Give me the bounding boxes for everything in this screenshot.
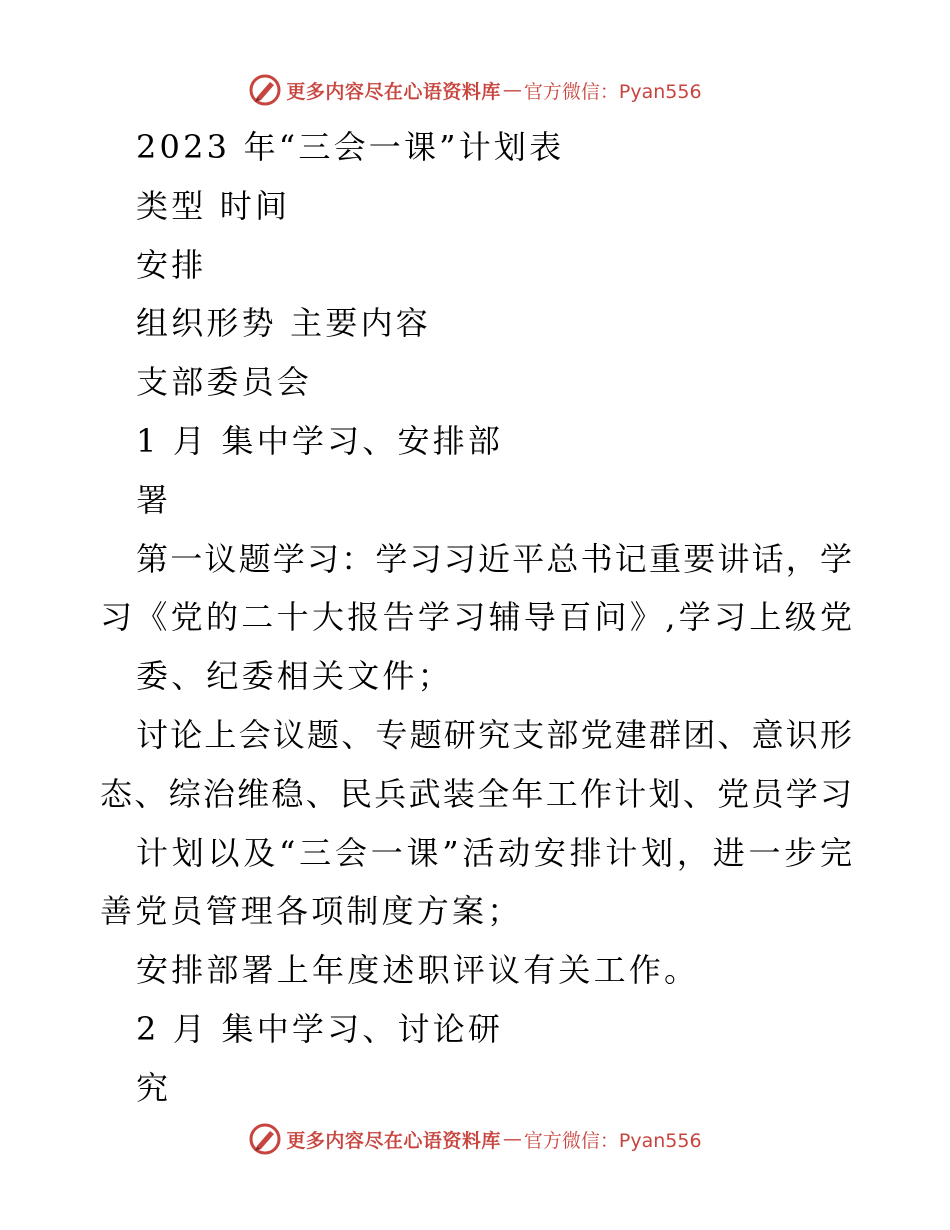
watermark-header <box>0 70 950 110</box>
doc-line: 署 <box>136 480 172 519</box>
doc-line: 1 月 集中学习、安排部 <box>136 421 504 460</box>
doc-paragraph-line: 习《党的二十大报告学习辅导百问》,学习上级党 <box>100 598 852 637</box>
doc-paragraph-line: 安排部署上年度述职评议有关工作。 <box>136 951 700 990</box>
doc-paragraph-line: 第一议题学习：学习习近平总书记重要讲话，学 <box>136 539 852 578</box>
doc-line: 究 <box>136 1068 172 1107</box>
doc-paragraph-line: 善党员管理各项制度方案； <box>100 892 523 931</box>
watermark-wechat: 官方微信：Pyan556 <box>523 80 702 103</box>
pen-logo-icon <box>248 1122 282 1156</box>
doc-title: 2023 年“三会一课”计划表 <box>136 128 565 166</box>
doc-paragraph-line: 讨论上会议题、专题研究支部党建群团、意识形 <box>136 715 852 754</box>
doc-line: 2 月 集中学习、讨论研 <box>136 1009 504 1048</box>
watermark-title: 更多内容尽在心语资料库 <box>286 1129 501 1152</box>
pen-logo-icon <box>248 73 282 107</box>
doc-paragraph-line: 计划以及“三会一课”活动安排计划，进一步完 <box>136 833 852 872</box>
watermark-title: 更多内容尽在心语资料库 <box>286 80 501 103</box>
document-body <box>100 118 852 1118</box>
doc-line: 类型 时间 <box>136 186 291 225</box>
doc-line: 组织形势 主要内容 <box>136 304 431 343</box>
watermark-wechat: 官方微信：Pyan556 <box>523 1129 702 1152</box>
watermark-dash: — <box>502 79 522 101</box>
doc-line: 支部委员会 <box>136 363 313 402</box>
doc-paragraph-line: 委、纪委相关文件； <box>136 657 453 696</box>
watermark-dash: — <box>502 1128 522 1150</box>
watermark-footer <box>0 1119 950 1159</box>
doc-paragraph-line: 态、综治维稳、民兵武装全年工作计划、党员学习 <box>100 774 852 813</box>
doc-line: 安排 <box>136 245 207 284</box>
